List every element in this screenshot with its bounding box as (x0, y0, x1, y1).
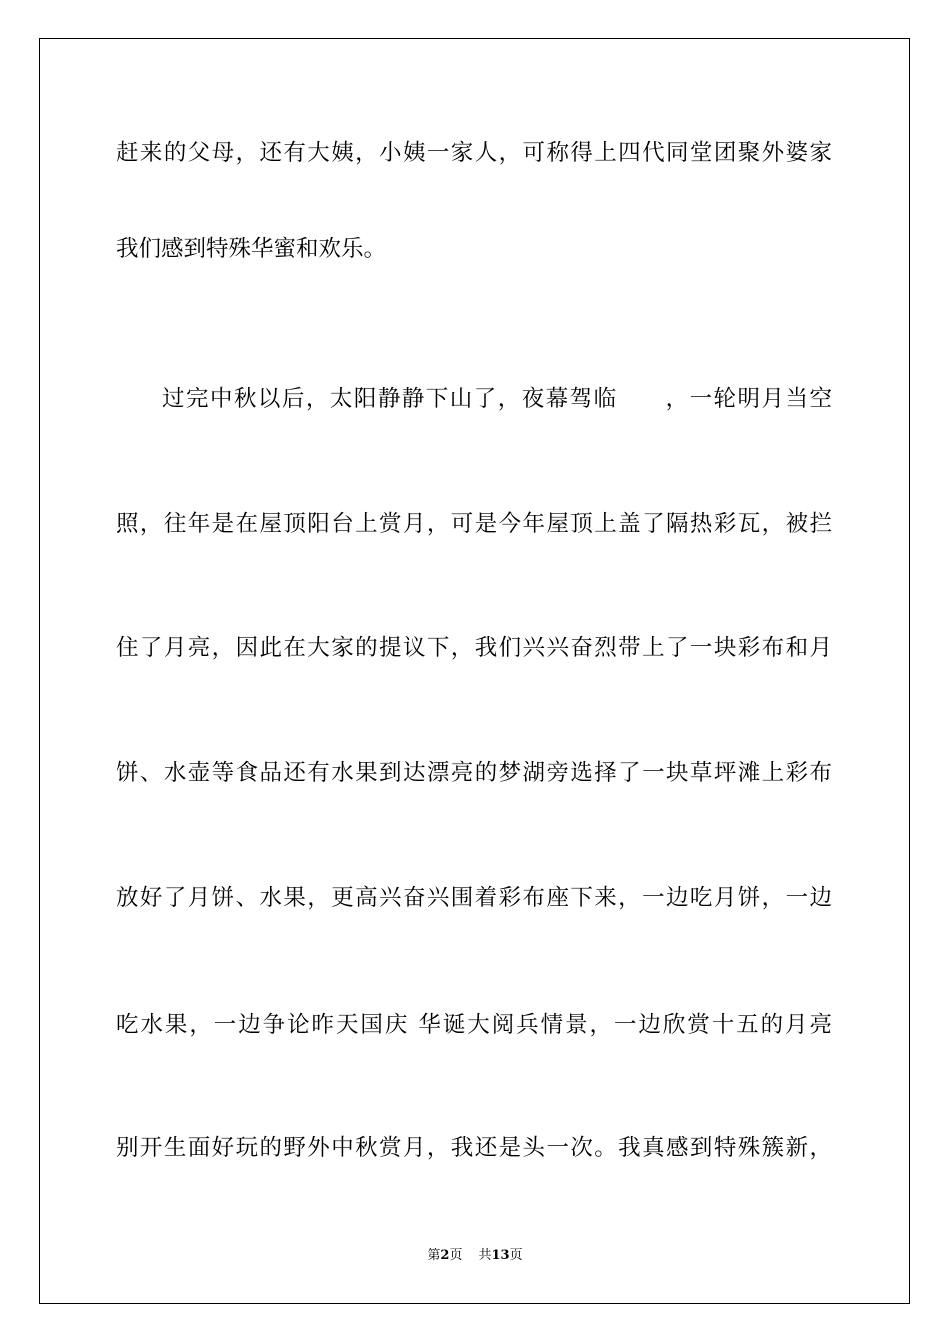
text-line-7: 放好了月饼、水果，更高兴奋兴围着彩布座下来，一边吃月饼，一边 (116, 885, 832, 911)
page-footer (0, 1247, 950, 1265)
text-line-1: 赶来的父母，还有大姨，小姨一家人，可称得上四代同堂团聚外婆家 (116, 140, 832, 166)
footer-page-prefix: 第 (427, 1248, 441, 1263)
text-line-5: 住了月亮，因此在大家的提议下，我们兴兴奋烈带上了一块彩布和月 (116, 635, 832, 661)
text-line-8: 吃水果，一边争论昨天国庆 华诞大阅兵情景，一边欣赏十五的月亮 (116, 1012, 832, 1038)
footer-total-pages: 13 (491, 1248, 510, 1263)
footer-total-prefix: 共 (478, 1248, 492, 1263)
text-line-4: 照，往年是在屋顶阳台上赏月，可是今年屋顶上盖了隔热彩瓦，被拦 (116, 511, 832, 537)
text-line-9: 别开生面好玩的野外中秋赏月，我还是头一次。我真感到特殊簇新， (116, 1135, 832, 1161)
footer-total-suffix: 页 (509, 1248, 523, 1263)
footer-page-number: 2 (440, 1248, 450, 1263)
text-line-3: 过完中秋以后，太阳静静下山了，夜幕驾临 ，一轮明月当空 (162, 386, 832, 412)
footer-page-suffix: 页 (449, 1248, 463, 1263)
text-line-6: 饼、水壶等食品还有水果到达漂亮的梦湖旁选择了一块草坪滩上彩布 (116, 760, 832, 786)
page-border (39, 38, 910, 1304)
text-line-2: 我们感到特殊华蜜和欢乐。 (116, 236, 387, 262)
